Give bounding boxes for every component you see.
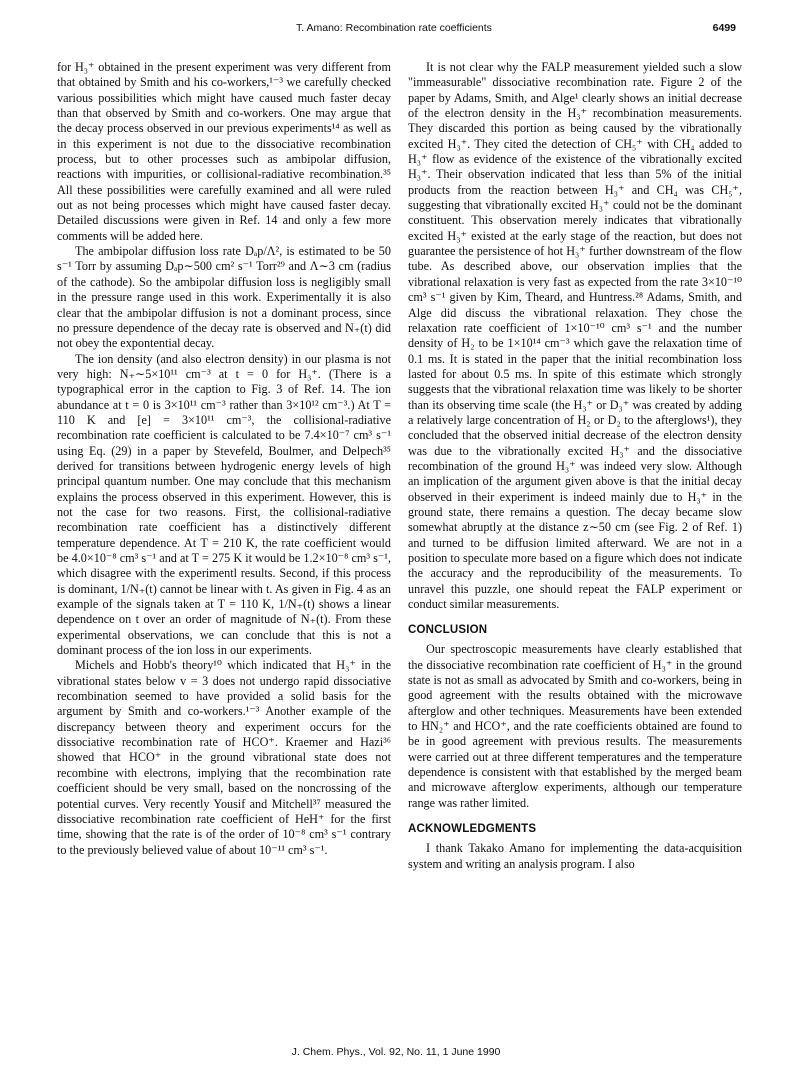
right-column bbox=[408, 60, 742, 872]
running-head bbox=[0, 22, 792, 42]
page-number: 6499 bbox=[712, 22, 736, 34]
acknowledgments-paragraph: I thank Takako Amano for implementing the data-acquisition system and writing an analysis program. I also bbox=[408, 841, 742, 871]
section-heading-conclusion: CONCLUSION bbox=[408, 624, 488, 637]
section-heading-acknowledgments: ACKNOWLEDGMENTS bbox=[408, 823, 537, 836]
conclusion-paragraph: Our spectroscopic measurements have clearly established that the dissociative recombination rate coefficient of H₃⁺ in the ground state is not as small as advocated by Smith and co-workers, being in good agreement with the results obtained with the microwave afterglow and other techniques. Measurements have been extended to HN₂⁺ and HCO⁺, and the rate coefficients obtained are found to be in good agreement with previous results. The measurements were carried out at three different temperatures and the temperature dependence is consistent with that established by the merged beam and microwave afterglow experiments, although our temperature range was rather limited. bbox=[408, 642, 742, 810]
journal-citation-footer: J. Chem. Phys., Vol. 92, No. 11, 1 June 1990 bbox=[291, 1046, 501, 1058]
body-paragraph: The ion density (and also electron density) in our plasma is not very high: N₊∼5×10¹¹ cm⁻³ at t = 0 for H₃⁺. (There is a typographical error in the caption to Fig. 3 of Ref. 14. The ion abundance at t = 0 is 3×10¹¹ cm⁻³ rather than 3×10¹² cm⁻³.) At T = 110 K and [e] = 3×10¹¹ cm⁻³, the collisional-radiative recombination rate coefficient is calculated to be 7.4×10⁻⁷ cm³ s⁻¹ using Eq. (29) in a paper by Stevefeld, Boulmer, and Delpech³⁵ derived for transitions between hydrogenic energy levels of high principal quantum number. One may conclude that this mechanism explains the process observed in this experiment. However, this is not the case for two reasons. First, the collisional-radiative recombination rate coefficient has a distinctively different temperature dependence. At T = 210 K, the rate coefficient would be 4.0×10⁻⁸ cm³ s⁻¹ and at T = 275 K it would be 1.2×10⁻⁸ cm³ s⁻¹, which disagree with the experimentl results. Second, if this process is dominant, 1/N₊(t) cannot be linear with t. As given in Fig. 4 as an example of the signals taken at T = 110 K, 1/N₊(t) shows a linear dependence on t over an order of magnitude of N₊(t). From these experimental observations, we can conclude that this is not a dominant process of the ion loss in our experiments. bbox=[57, 351, 391, 658]
body-paragraph: The ambipolar diffusion loss rate Dₐp/Λ², is estimated to be 50 s⁻¹ Torr by assuming Dₐp∼500 cm² s⁻¹ Torr²⁹ and Λ∼3 cm (radius of the cathode). So the ambipolar diffusion loss is negligibly small in the pressure range used in this work. Experimentally it is also clear that the ambipolar diffusion is not a dominant process, since no pressure dependence of the decay rate is observed and N₊(t) did not obey the expontential decay. bbox=[57, 244, 391, 351]
running-title: T. Amano: Recombination rate coefficients bbox=[296, 22, 492, 34]
body-paragraph: Michels and Hobb's theory¹⁰ which indicated that H₃⁺ in the vibrational states below v = 3 does not undergo rapid dissociative recombination seemed to have provided a solid basis for the argument by Smith and co-workers.¹⁻³ Another example of the discrepancy between theory and experiment occurs for the dissociative recombination rate of HCO⁺. Kraemer and Hazi³⁶ showed that HCO⁺ in the ground vibrational state does not recombine with electrons, implying that the recombination rate coefficient should be very small, based on the noncrossing of the potential curves. Very recently Yousif and Mitchell³⁷ measured the dissociative recombination rate coefficient of HeH⁺ for the first time, showing that the rate is of the order of 10⁻⁸ cm³ s⁻¹ contrary to the previously believed value of about 10⁻¹¹ cm³ s⁻¹. bbox=[57, 658, 391, 857]
left-column bbox=[57, 60, 391, 858]
body-paragraph: It is not clear why the FALP measurement yielded such a slow "immeasurable" dissociative recombination rate. Figure 2 of the paper by Adams, Smith, and Alge¹ clearly shows an initial decrease of the electron density in the H₃⁺ recombination measurements. They discarded this portion as being caused by the vibrationally excited H₃⁺. They cited the detection of CH₅⁺ with CH₄ added to H₃⁺ flow as evidence of the existence of the vibrationally excited H₃⁺. Their observation indicated that less than 5% of the initial products from the reaction between H₃⁺ and CH₄ was CH₅⁺, suggesting that vibrationally excited H₃⁺ could not be the dominant constituent. This observation merely indicates that vibrationally excited H₃⁺ existed at the early stage of the reaction, but does not guarantee the persistence of hot H₃⁺ further downstream of the flow tube. As described above, our observation implies that the vibrational relaxation is very fast as expected from the rate 3×10⁻¹⁰ cm³ s⁻¹ given by Kim, Theard, and Huntress.²⁸ Adams, Smith, and Alge did discuss the vibrational relaxation. They chose the relaxation rate coefficient of 1×10⁻¹⁰ cm³ s⁻¹ and the number density of H₂ to be 1×10¹⁴ cm⁻³ which gave the relaxation time of 0.1 ms. It is stated in the paper that the initial recombination loss lasted for about 0.5 ms. In spite of this estimate which strongly suggests that the vibrational relaxation time was likely to be shorter than its observing time scale (the H₃⁺ or D₃⁺ was created by adding a relatively large concentration of H₂ or D₂ to the afterglows¹), they concluded that the observed initial decrease of the electron density was due to the vibrationally excited H₃⁺ and the dissociative recombination of the ground H₃⁺ was indeed very slow. Although an implication of the argument given above is that the initial decay observed in their experiment is indeed mainly due to H₃⁺ in the ground state, there remains a question. The decay became slow somewhat abruptly at the distance z∼50 cm (see Fig. 2 of Ref. 1) and turned to be diffusion limited afterward. We are not in a position to speculate more based on a figure which does not indicate the accuracy and the reproducibility of the measurements. To unravel this puzzle, one should repeat the FALP experiment or conduct similar measurements. bbox=[408, 60, 742, 612]
body-paragraph: for H₃⁺ obtained in the present experiment was very different from that obtained by Smith and his co-workers,¹⁻³ we carefully checked various possibilities which might have caused much faster decay than that observed by Smith and co-workers. One may argue that the decay process observed in our previous experiments¹⁴ as well as in this experiment is not due to the dissociative recombination process, but to other processes such as ambipolar diffusion, reactions with impurities, or collisional-radiative recombination.³⁵ All these possibilities were carefully examined and all were ruled out as not being processes which might have caused faster decay. Detailed discussions were given in Ref. 14 and only a few more comments will be added here. bbox=[57, 60, 391, 243]
